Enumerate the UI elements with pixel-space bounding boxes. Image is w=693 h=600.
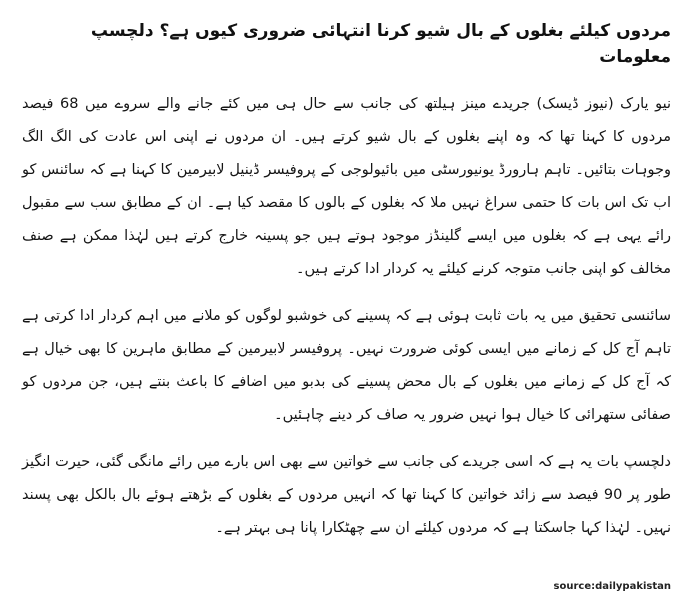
article-paragraph-2: سائنسی تحقیق میں یہ بات ثابت ہوئی ہے کہ پسینے کی خوشبو لوگوں کو ملانے میں اہم کردار ادا کرتی ہے تاہم آج کل کے زمانے میں ایسی کوئی ضرورت نہیں۔ پروفیسر لابیرمین کے مطابق ماہرین کا بھی خیال ہے کہ آج کل کے زمانے میں بغلوں کے بال محض پسینے کی بدبو میں اضافے کا باعث بنتے ہیں، جن مردوں کو صفائی ستھرائی کا خیال ہوا نہیں ضرور یہ صاف کر دینے چاہئیں۔	[22, 308, 671, 423]
article-paragraph-3: دلچسپ بات یہ ہے کہ اسی جریدے کی جانب سے خواتین سے بھی اس بارے میں رائے مانگی گئی، حیرت انگیز طور پر 90 فیصد سے زائد خواتین کا کہنا تھا کہ انہیں مردوں کے بغلوں کے بڑھتے ہوئے بال بالکل بھی پسند نہیں۔ لہٰذا کہا جاسکتا ہے کہ مردوں کیلئے ان سے چھٹکارا پانا ہی بہتر ہے۔	[22, 454, 672, 536]
article-title: مردوں کیلئے بغلوں کے بال شیو کرنا انتہائی ضروری کیوں ہے؟ دلچسپ معلومات	[90, 21, 671, 67]
article-paragraph-1: نیو یارک (نیوز ڈیسک) جریدے مینز ہیلتھ کی جانب سے حال ہی میں کئے جانے والے سروے میں 68 فیصد مردوں کا کہنا تھا کہ وہ اپنے بغلوں کے بال شیو کرتے ہیں۔ ان مردوں نے اپنی اس عادت کی الگ الگ وجوہات بتائیں۔ تاہم ہارورڈ یونیورسٹی میں بائیولوجی کے پروفیسر ڈینیل لابیرمین کا کہنا ہے کہ سائنس کو اب تک اس بات کا حتمی سراغ نہیں ملا کہ بغلوں کے بالوں کا مقصد کیا ہے۔ ان کے مطابق سب سے مقبول رائے یہی ہے کہ بغلوں میں ایسے گلینڈز موجود ہوتے ہیں جو پسینہ خارج کرتے ہیں لہٰذا ممکن ہے صنف مخالف کو اپنی جانب متوجہ کرنے کیلئے یہ کردار ادا کرتے ہیں۔	[22, 96, 671, 277]
source-credit: source:dailypakistan	[553, 581, 671, 592]
